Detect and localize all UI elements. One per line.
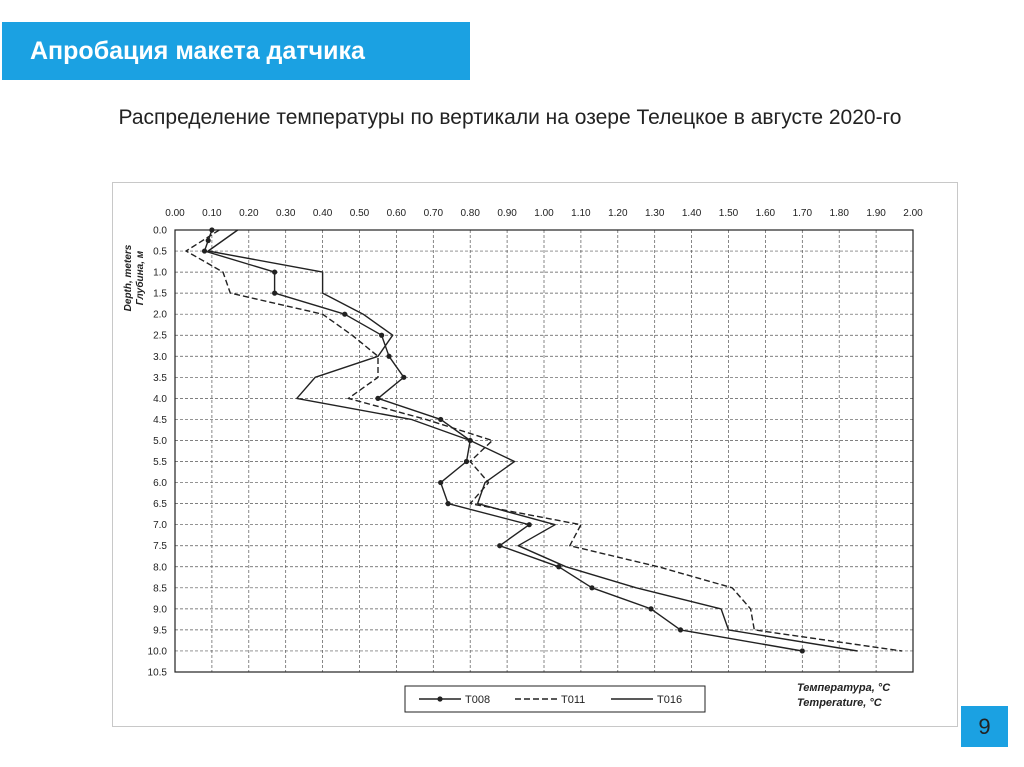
x-tick-label: 0.20 [239, 208, 259, 219]
data-point-t008 [438, 480, 443, 485]
slide-title-bar [2, 22, 470, 80]
y-tick-label: 10.5 [147, 667, 167, 679]
x-tick-label: 0.80 [460, 208, 480, 219]
y-tick-label: 9.0 [153, 604, 167, 616]
data-point-t008 [401, 375, 406, 380]
data-point-t008 [272, 291, 277, 296]
y-tick-label: 2.0 [153, 309, 167, 321]
data-point-t008 [678, 627, 683, 632]
legend-label-t011: T011 [561, 694, 586, 706]
chart-frame [112, 182, 958, 727]
x-tick-label: 1.20 [608, 208, 628, 219]
chart-caption: Распределение температуры по вертикали на озере Телецкое в августе 2020-го [118, 106, 902, 129]
page-number: 9 [978, 714, 991, 739]
y-tick-label: 5.0 [153, 435, 167, 447]
data-point-t008 [438, 417, 443, 422]
data-point-t008 [206, 238, 211, 243]
data-point-t008 [386, 354, 391, 359]
x-tick-label: 0.90 [497, 208, 517, 219]
x-tick-label: 1.90 [866, 208, 886, 219]
y-tick-label: 2.5 [153, 330, 167, 342]
y-tick-label: 6.0 [153, 478, 167, 490]
data-point-t008 [464, 459, 469, 464]
x-tick-label: 1.30 [644, 208, 665, 219]
y-axis-label-en: Depth, meters [123, 244, 134, 312]
y-tick-label: 7.0 [153, 520, 167, 532]
data-point-t008 [445, 501, 450, 506]
data-point-t008 [527, 522, 532, 527]
y-tick-label: 8.5 [153, 583, 167, 595]
x-tick-label: 0.40 [312, 208, 333, 219]
y-tick-label: 3.5 [153, 372, 167, 384]
x-tick-label: 0.30 [275, 208, 296, 219]
y-tick-label: 6.5 [153, 499, 167, 511]
x-tick-label: 1.00 [534, 208, 554, 219]
x-tick-label: 2.00 [903, 208, 923, 219]
x-tick-label: 1.40 [681, 208, 702, 219]
x-tick-label: 1.70 [792, 208, 813, 219]
legend-label-t008: T008 [465, 694, 491, 706]
data-point-t008 [379, 333, 384, 338]
y-tick-label: 5.5 [153, 457, 167, 469]
y-tick-label: 9.5 [153, 625, 167, 637]
legend-marker-t008 [437, 696, 442, 701]
slide-title: Апробация макета датчика [30, 37, 365, 65]
y-tick-label: 4.0 [153, 393, 167, 405]
x-axis-label-en: Temperature, °C [797, 697, 882, 709]
data-point-t008 [800, 648, 805, 653]
x-tick-label: 1.10 [571, 208, 591, 219]
y-tick-label: 8.0 [153, 562, 167, 574]
x-tick-label: 0.50 [349, 208, 370, 219]
y-tick-label: 1.0 [153, 267, 167, 279]
x-tick-label: 0.70 [423, 208, 444, 219]
data-point-t008 [272, 269, 277, 274]
temperature-depth-chart [113, 183, 957, 726]
data-point-t008 [589, 585, 594, 590]
data-point-t008 [648, 606, 653, 611]
y-tick-label: 10.0 [147, 646, 167, 658]
data-point-t008 [342, 312, 347, 317]
legend-label-t016: T016 [657, 694, 683, 706]
y-tick-label: 1.5 [153, 288, 167, 300]
y-tick-label: 7.5 [153, 541, 167, 553]
x-tick-label: 1.60 [755, 208, 776, 219]
y-tick-label: 0.0 [153, 225, 167, 237]
data-point-t008 [375, 396, 380, 401]
page-number-badge [961, 706, 1008, 747]
y-tick-label: 4.5 [153, 414, 167, 426]
x-tick-label: 1.80 [829, 208, 849, 219]
data-point-t008 [497, 543, 502, 548]
x-axis-label-ru: Температура, °C [797, 682, 891, 694]
x-tick-label: 0.10 [202, 208, 222, 219]
data-point-t008 [202, 248, 207, 253]
y-tick-label: 3.0 [153, 351, 167, 363]
x-tick-label: 0.00 [165, 208, 185, 219]
y-tick-label: 0.5 [153, 246, 167, 258]
x-tick-label: 0.60 [386, 208, 407, 219]
x-tick-label: 1.50 [718, 208, 739, 219]
y-axis-label-ru: Глубина, м [135, 250, 146, 306]
